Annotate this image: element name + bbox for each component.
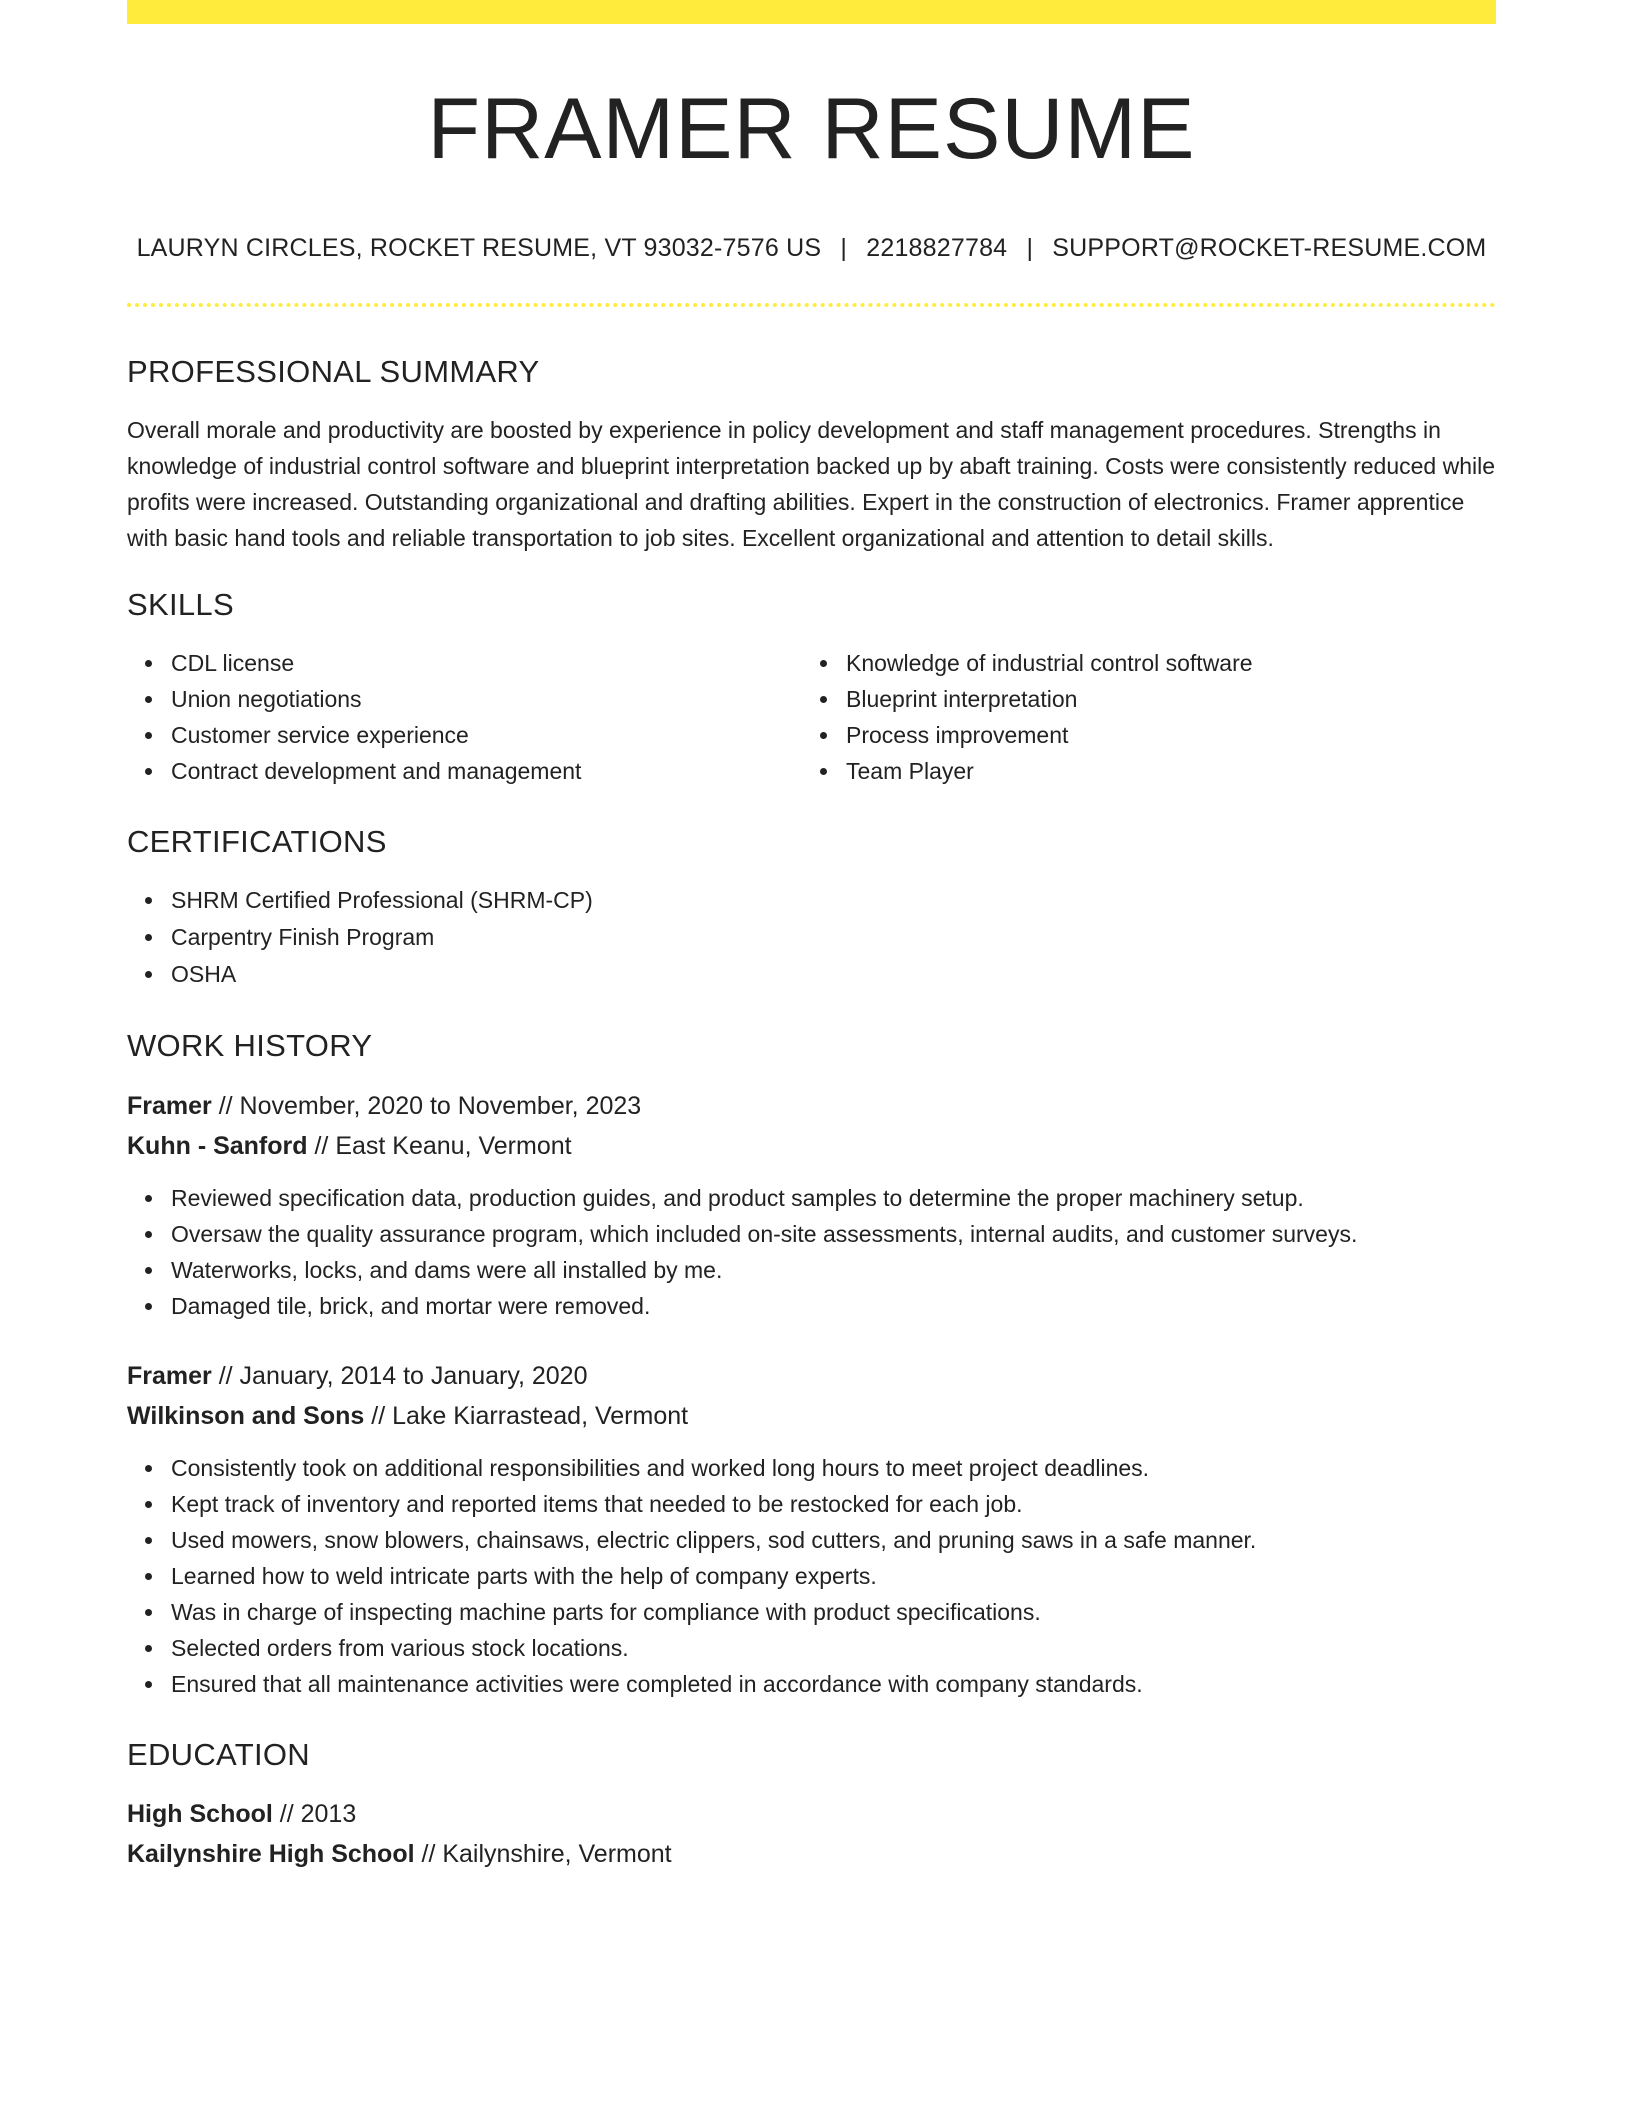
- skills-list-left: [127, 645, 802, 789]
- summary-text: Overall morale and productivity are boosted by experience in policy development and staff management procedures. Strengths in knowledge of industrial control software and blueprint interpretation backed up by abaft training. Costs were consistently reduced while profits were increased. Outstanding organizational and drafting abilities. Expert in the construction of electronics. Framer apprentice with basic hand tools and reliable transportation to job sites. Excellent organizational and attention to detail skills.: [127, 416, 1495, 551]
- dotted-divider: [127, 303, 1496, 307]
- certification-item: SHRM Certified Professional (SHRM-CP): [171, 882, 1496, 919]
- job-company-line: [127, 1396, 1496, 1436]
- contact-separator: |: [840, 233, 848, 262]
- job-duty-item: Oversaw the quality assurance program, which included on-site assessments, internal audits, and customer surveys.: [171, 1216, 1496, 1252]
- job-duty-item: Waterworks, locks, and dams were all installed by me.: [171, 1252, 1496, 1288]
- skill-item: Blueprint interpretation: [846, 681, 1477, 717]
- skills-column-left: [127, 645, 802, 789]
- job-duty-item: Was in charge of inspecting machine parts for compliance with product specifications.: [171, 1594, 1496, 1630]
- accent-top-bar: [127, 0, 1496, 24]
- skill-item: Team Player: [846, 753, 1477, 789]
- job-duty-item: Ensured that all maintenance activities were completed in accordance with company standards.: [171, 1666, 1496, 1702]
- job-duties-list: [127, 1180, 1496, 1324]
- certification-item: Carpentry Finish Program: [171, 919, 1496, 956]
- job-duties-list: [127, 1450, 1496, 1702]
- job-title-line: [127, 1356, 1496, 1396]
- contact-email: SUPPORT@ROCKET-RESUME.COM: [1052, 233, 1487, 262]
- contact-separator: |: [1026, 233, 1034, 262]
- education-degree-line: [127, 1794, 1496, 1834]
- job-duty-item: Selected orders from various stock locations.: [171, 1630, 1496, 1666]
- job-duty-item: Used mowers, snow blowers, chainsaws, electric clippers, sod cutters, and pruning saws in a safe manner.: [171, 1522, 1496, 1558]
- education-year: // 2013: [272, 1799, 357, 1828]
- job-role: Framer: [127, 1092, 212, 1121]
- certifications-heading: CERTIFICATIONS: [127, 823, 387, 859]
- skill-item: Process improvement: [846, 717, 1477, 753]
- certifications-list: [127, 882, 1496, 993]
- skills-heading: SKILLS: [127, 586, 234, 622]
- job-duty-item: Damaged tile, brick, and mortar were removed.: [171, 1288, 1496, 1324]
- job-company: Wilkinson and Sons: [127, 1402, 365, 1431]
- job-duty-item: Learned how to weld intricate parts with the help of company experts.: [171, 1558, 1496, 1594]
- job-dates: // November, 2020 to November, 2023: [211, 1092, 642, 1121]
- resume-name: FRAMER RESUME: [427, 81, 1196, 177]
- skill-item: Union negotiations: [171, 681, 802, 717]
- education-degree: High School: [127, 1799, 273, 1828]
- resume-page: [127, 0, 1496, 1874]
- education-school: Kailynshire High School: [127, 1839, 415, 1868]
- job-duty-item: Consistently took on additional responsibilities and worked long hours to meet project deadlines.: [171, 1450, 1496, 1486]
- job-duty-item: Reviewed specification data, production guides, and product samples to determine the proper machinery setup.: [171, 1180, 1496, 1216]
- job-company: Kuhn - Sanford: [127, 1132, 308, 1161]
- education-heading: EDUCATION: [127, 1737, 310, 1773]
- certification-item: OSHA: [171, 956, 1496, 993]
- job-company-line: [127, 1126, 1496, 1166]
- contact-line: [127, 233, 1496, 263]
- job-dates: // January, 2014 to January, 2020: [211, 1362, 588, 1391]
- skill-item: Contract development and management: [171, 753, 802, 789]
- contact-address: LAURYN CIRCLES, ROCKET RESUME, VT 93032-7576 US: [136, 233, 822, 262]
- skills-grid: [127, 645, 1496, 789]
- skills-list-right: [802, 645, 1477, 789]
- job-role: Framer: [127, 1362, 212, 1391]
- skill-item: Knowledge of industrial control software: [846, 645, 1477, 681]
- work-history-heading: WORK HISTORY: [127, 1028, 373, 1064]
- job-location: // Lake Kiarrastead, Vermont: [364, 1402, 689, 1431]
- education-location: // Kailynshire, Vermont: [414, 1839, 672, 1868]
- contact-phone: 2218827784: [866, 233, 1008, 262]
- skills-column-right: [802, 645, 1477, 789]
- job-duty-item: Kept track of inventory and reported items that needed to be restocked for each job.: [171, 1486, 1496, 1522]
- job-title-line: [127, 1086, 1496, 1126]
- education-school-line: [127, 1834, 1496, 1874]
- summary-heading: PROFESSIONAL SUMMARY: [127, 353, 540, 389]
- skill-item: CDL license: [171, 645, 802, 681]
- skill-item: Customer service experience: [171, 717, 802, 753]
- job-location: // East Keanu, Vermont: [307, 1132, 572, 1161]
